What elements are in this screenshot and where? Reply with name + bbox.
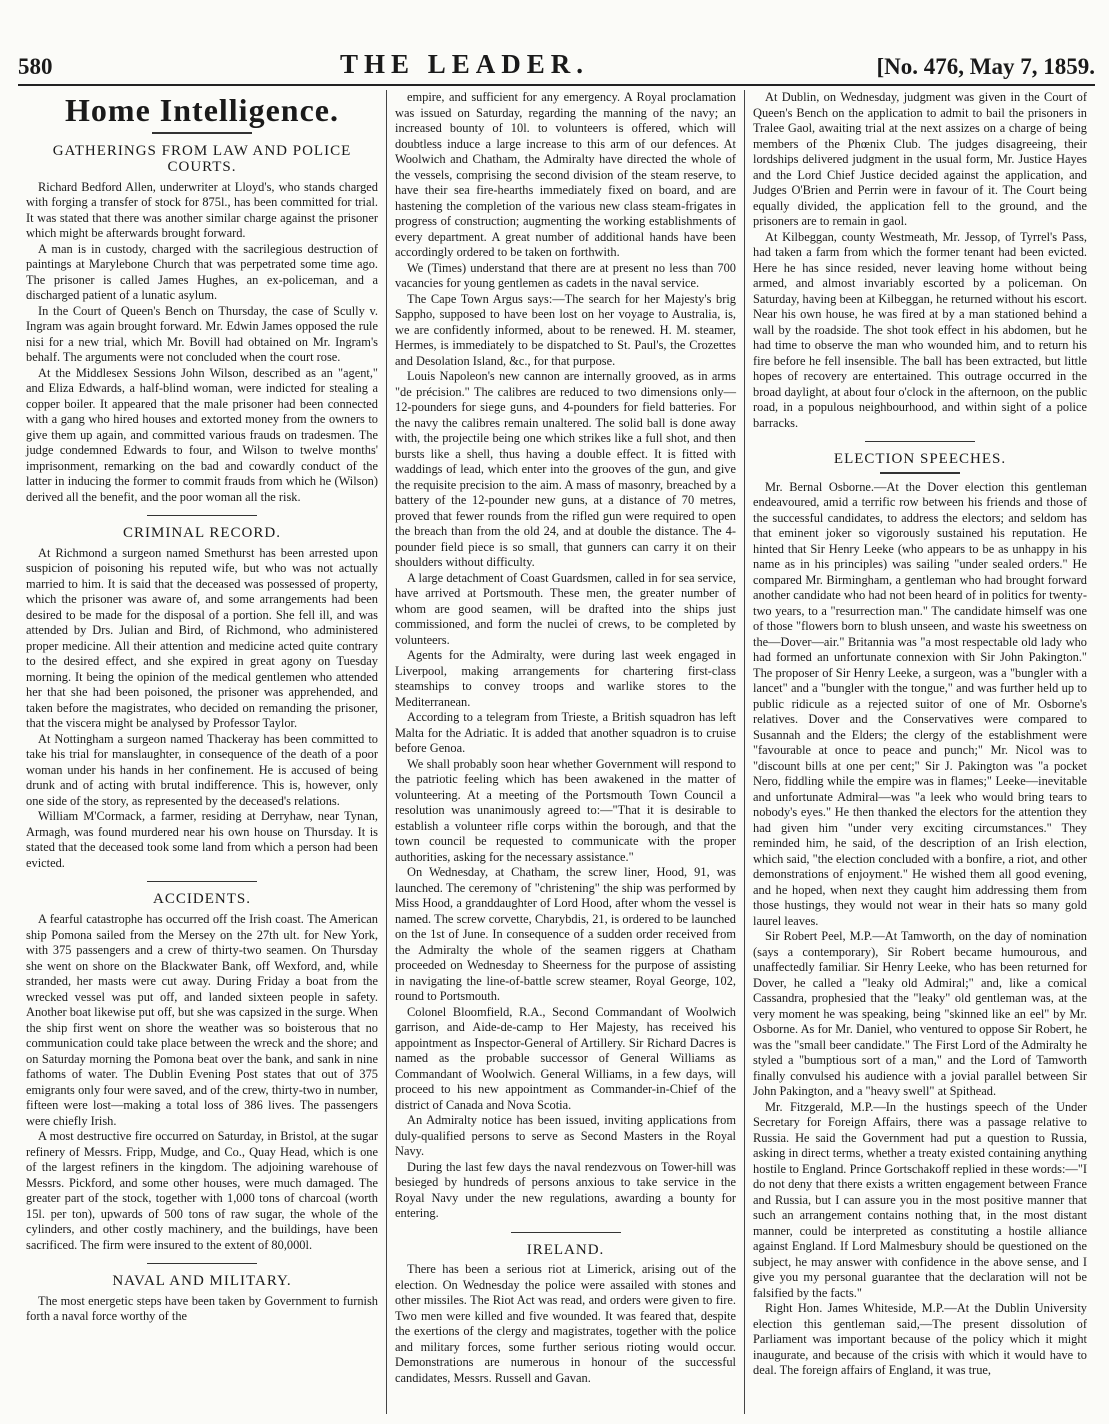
article-paragraph: Mr. Fitzgerald, M.P.—In the hustings speech of the Under Secretary for Foreign Affairs, there was a passage relative to Russia. He said the Government had put a question to Russia, asking in direct terms, whether a treaty existed containing anything hostile to England. Prince Gortschakoff replied in these words:—"I do not deny that there exists a written engagement between France and Russia, but I can assure you in the most positive manner that such an arrangement contains nothing that, in the most distant manner, could be interpreted as constituting a hostile alliance against England. If Lord Malmesbury should be questioned on the subject, he may answer with confidence in the above sense, and I give you my personal guarantee that the declaration will not be falsified by the facts." [753, 1099, 1087, 1300]
article-paragraph: The most energetic steps have been taken by Government to furnish forth a naval force worthy of the [26, 1293, 378, 1324]
heading-law-courts: GATHERINGS FROM LAW AND POLICE COURTS. [52, 143, 352, 175]
page-header [18, 50, 1095, 80]
article-paragraph: Agents for the Admiralty, were during last week engaged in Liverpool, making arrangements for chartering first-class steamships to convey troops and warlike stores to the Mediterranean. [395, 648, 736, 709]
header-rule [18, 84, 1095, 86]
article-paragraph: Mr. Bernal Osborne.—At the Dover election this gentleman endeavoured, amid a terrific row between his friends and those of the successful candidates, to address the electors; and seldom has that eminent joker so vigorously sustained his reputation. He hinted that Sir Henry Leeke (who appears to be as unhappy in his name as in his principles) was sailing "under sealed orders." He compared Mr. Birmingham, a gentleman who had brought forward another candidate who had not been heard of in politics for twenty-two years, to a "resurrection man." The candidate himself was one of those "flowers born to blush unseen, and waste his sweetness on the—Dover—air." Britannia was "a most respectable old lady who had formed an unfortunate connexion with Sir John Pakington." The proposer of Sir Henry Leeke, a surgeon, was a "bungler with a lancet" and a "bungler with the tongue," and was further held up to public ridicule as a rejected suitor of one of Mr. Osborne's relatives. Dover and the Conservatives were compared to Susannah and the Elders; the clergy of the establishment were "favourable at once to peace and punch;" Mr. Nicol was to "discount bills at one per cent;" Sir J. Pakington was "a pocket Nero, fiddling while the empire was in flames;" Leeke—inevitable and unfortunate Admiral—was "a leek who would bring tears to nobody's eyes." He then thanked the electors for the attention they had given him "under very exciting circumstances." They reminded him, he said, of the description of an Irish election, which said, "the election concluded with a bonfire, a riot, and other demonstrations of enjoyment." He wished them all good evening, and he hoped, when next they caught him addressing them from those hustings, they would not wear in their hats so many gold laurel leaves. [753, 479, 1087, 928]
heading-naval-military: NAVAL AND MILITARY. [112, 1273, 292, 1289]
column-2 [386, 90, 744, 1414]
article-paragraph: A man is in custody, charged with the sacrilegious destruction of paintings at Marylebone Church that was perpetrated some time ago. The prisoner is called James Hughes, an ex-policeman, and a discharged patient of a lunatic asylum. [26, 241, 378, 302]
divider [511, 1232, 621, 1233]
article-paragraph: Richard Bedford Allen, underwriter at Lloyd's, who stands charged with forging a transfer of stock for 875l., has been committed for trial. It was stated that there was another similar charge against the prisoner which might be afterwards brought forward. [26, 179, 378, 240]
naval-articles [26, 1294, 378, 1325]
section-title: Home Intelligence. [65, 92, 339, 128]
ornament-rule [880, 472, 960, 474]
page-number: 580 [18, 54, 53, 79]
column-1 [18, 90, 386, 1414]
article-paragraph: We shall probably soon hear whether Government will respond to the patriotic feeling which has been awakened in the matter of volunteering. At a meeting of the Portsmouth Town Council a resolution was unanimously agreed to:—"That it is desirable to establish a volunteer rifle corps within the borough, and that the town council be requested to communicate with the proper authorities, asking for the necessary assistance." [395, 756, 736, 864]
article-paragraph: Right Hon. James Whiteside, M.P.—At the Dublin University election this gentleman said,—The present dissolution of Parliament was important because of the policy which it might inaugurate, and because of the crisis with which it would have to deal. The foreign affairs of England, it was true, [753, 1301, 1087, 1378]
election-articles [753, 480, 1087, 1379]
article-paragraph: An Admiralty notice has been issued, inviting applications from duly-qualified persons to serve as Second Masters in the Royal Navy. [395, 1113, 736, 1158]
ireland-articles [395, 1262, 736, 1386]
law-articles [26, 180, 378, 506]
article-paragraph: The Cape Town Argus says:—The search for her Majesty's brig Sappho, supposed to have been lost on her voyage to Australia, is, we are confidently informed, about to be renewed. H. M. steamer, Hermes, is immediately to be dispatched to St. Paul's, the Crozettes and Desolation Island, &c., for that purpose. [395, 291, 736, 368]
accidents-articles [26, 912, 378, 1253]
criminal-articles [26, 546, 378, 872]
divider [147, 881, 257, 882]
article-paragraph: A fearful catastrophe has occurred off the Irish coast. The American ship Pomona sailed from the Mersey on the 27th ult. for New York, with 375 passengers and a crew of thirty-two seamen. On Thursday she went on shore on the Blackwater Bank, off Wexford, and, while stranded, her masts were cut away. During Friday a boat from the wrecked vessel was put off, and landed sixteen people in safety. Another boat likewise put off, but she was capsized in the surge. When the ship first went on shore the weather was so boisterous that no communication could take place between the wreck and the shore; and on Saturday morning the Pomona beat over the bank, and sank in nine fathoms of water. The Dublin Evening Post states that out of 375 emigrants only four were saved, and of the crew, thirty-two in number, fifteen were lost—making a total loss of 386 lives. The passengers were chiefly Irish. [26, 912, 378, 1128]
article-paragraph: A most destructive fire occurred on Saturday, in Bristol, at the sugar refinery of Messrs. Fripp, Mudge, and Co., Quay Head, which is one of the largest refiners in the kingdom. The adjoining warehouse of Messrs. Pickford, and some other houses, were much damaged. The greater part of the stock, together with 1,000 tons of charcoal (worth 15l. per ton), upwards of 500 tons of raw sugar, the whole of the cylinders, and other costly machinery, and the buildings, have been sacrificed. The firm were insured to the extent of 80,000l. [26, 1129, 378, 1252]
columns [18, 90, 1095, 1414]
article-paragraph: During the last few days the naval rendezvous on Tower-hill was besieged by hundreds of persons anxious to take service in the Royal Navy under the new regulations, awarding a bounty for entering. [395, 1159, 736, 1220]
article-paragraph: On Wednesday, at Chatham, the screw liner, Hood, 91, was launched. The ceremony of "christening" the ship was performed by Miss Hood, a granddaughter of Lord Hood, after whom the vessel is named. The screw corvette, Charybdis, 21, is ordered to be launched on the 1st of June. In consequence of a sudden order received from the Admiralty the whole of the seamen riggers at Chatham proceeded on Wednesday to Sheerness for the purpose of assisting in navigating the line-of-battle screw steamer, Royal George, 102, round to Portsmouth. [395, 865, 736, 1003]
article-paragraph: At Dublin, on Wednesday, judgment was given in the Court of Queen's Bench on the application to admit to bail the prisoners in Tralee Gaol, awaiting trial at the next assizes on a charge of being members of the Phœnix Club. The judges disagreeing, their lordships delivered judgment in the usual form, Mr. Justice Hayes and the Lord Chief Justice decided against the application, and Judges O'Brien and Perrin were in favour of it. The Court being equally divided, the application fell to the ground, and the prisoners are to remain in gaol. [753, 90, 1087, 228]
article-paragraph: At Kilbeggan, county Westmeath, Mr. Jessop, of Tyrrel's Pass, had taken a farm from which the former tenant had been evicted. Here he has since resided, never leaving home without being armed, and almost invariably escorted by a policeman. On Saturday, having been at Kilbeggan, he returned without his escort. Near his own house, he was fired at by a man stationed behind a wall by the roadside. The shot took effect in his abdomen, but he had time to observe the man who wounded him, and to return his fire before he fell insensible. The ball has been extracted, but little hopes of recovery are entertained. This outrage occurred in the broad daylight, at about four o'clock in the afternoon, on the public road, in a populous neighbourhood, and within sight of a police barracks. [753, 229, 1087, 430]
ornament-rule [152, 132, 252, 134]
heading-election-speeches: ELECTION SPEECHES. [833, 451, 1007, 467]
divider [865, 441, 975, 442]
heading-ireland: IRELAND. [526, 1241, 605, 1258]
article-paragraph: At the Middlesex Sessions John Wilson, described as an "agent," and Eliza Edwards, a half-blind woman, were indicted for stealing a copper boiler. It appeared that the male prisoner had been connected with a gang who hired houses and extorted money from the owners to give them up again, and committed various frauds on tradesmen. The judge condemned Edwards to four, and Wilson to twelve months' imprisonment, remarking on the bad and cowardly conduct of the latter in inducing the former to commit frauds from which he (Wilson) derived all the benefit, and the poor woman all the risk. [26, 365, 378, 504]
article-paragraph: There has been a serious riot at Limerick, arising out of the election. On Wednesday the police were assailed with stones and other missiles. The Riot Act was read, and orders were given to fire. Two men were killed and five wounded. It was feared that, despite the exertions of the clergy and magistrates, together with the police and military forces, some further serious rioting would occur. Demonstrations are numerous in honour of the successful candidates, Messrs. Russell and Gavan. [395, 1262, 736, 1385]
article-paragraph: empire, and sufficient for any emergency. A Royal proclamation was issued on Saturday, regarding the manning of the navy; an increased bounty of 10l. to volunteers is offered, which will doubtless induce a large increase to this arm of our defences. At Woolwich and Chatham, the Admiralty have directed the whole of the vessels, comprising the second division of the steam reserve, to have their sea fire-hearths immediately fixed on board, and are hastening the completion of the various new class steam-frigates in progress of construction; augmenting the working establishments of every department. A great number of additional hands have been accordingly ordered to be taken on forthwith. [395, 90, 736, 259]
article-paragraph: William M'Cormack, a farmer, residing at Derryhaw, near Tynan, Armagh, was found murdered near his own house on Thursday. It is stated that the deceased took some land from which a person had been evicted. [26, 809, 378, 870]
naval-continued-articles [395, 90, 736, 1222]
article-paragraph: We (Times) understand that there are at present no less than 700 vacancies for young gentlemen as cadets in the naval service. [395, 260, 736, 290]
masthead: THE LEADER. [339, 49, 590, 79]
article-paragraph: In the Court of Queen's Bench on Thursday, the case of Scully v. Ingram was again brought forward. Mr. Edwin James opposed the rule nisi for a new trial, which Mr. Bovill had obtained on Mr. Ingram's behalf. The arguments were not concluded when the court rose. [26, 303, 378, 364]
divider [147, 1263, 257, 1264]
article-paragraph: Sir Robert Peel, M.P.—At Tamworth, on the day of nomination (says a contemporary), Sir Robert became humourous, and unaffectedly familiar. Sir Henry Leeke, who has been returned for Dover, he called a "leaky old Admiral;" and, like a comical Cassandra, prophesied that the "leaky" old gentleman was, at the very moment he was speaking, being "skinned like an eel" by Mr. Osborne. As for Mr. Daniel, who ventured to oppose Sir Robert, he was the "small beer candidate." The First Lord of the Admiralty he styled a "bumptious sort of a man," and the Lord of Tamworth finally convulsed his audience with a jovial parallel between Sir John Pakington, and a "heavy swell" at Spithead. [753, 929, 1087, 1099]
article-paragraph: At Nottingham a surgeon named Thackeray has been committed to take his trial for manslaughter, in consequence of the death of a poor woman under his hands in her confinement. He is accused of being drunk and of acting with brutal indifference. This is, however, only one side of the story, as represented by the deceased's relations. [26, 731, 378, 808]
article-paragraph: Louis Napoleon's new cannon are internally grooved, as in arms "de précision." The calibres are reduced to two dimensions only—12-pounders for siege guns, and 4-pounders for field batteries. For the navy the calibres remain unaltered. The solid ball is done away with, the projectile being one which strikes like a full shot, and then bursts like a shell, thus having a double effect. It is fitted with waddings of lead, which enter into the grooves of the gun, and give the requisite precision to the aim. A mass of masonry, breached by a battery of the 12-pounder new guns, at a distance of 70 metres, proved that fewer rounds from the rifled gun were required to open the breach than from the old 24, and at double the distance. The 4-pounder field piece is so small, that gunners can carry it on their shoulders without difficulty. [395, 369, 736, 569]
article-paragraph: At Richmond a surgeon named Smethurst has been arrested upon suspicion of poisoning his reputed wife, but who was not actually married to him. It is said that the deceased was possessed of property, which the prisoner was aware of, and some arrangements had been desired to be made for the disposal of a portion. She fell ill, and was attended by Drs. Julian and Bird, of Richmond, who administered proper medicine. All their attention and medicine acted quite contrary to the desired effect, and she expired in great agony on Tuesday morning. It being the opinion of the medical gentlemen who attended her that she had been poisoned, the prisoner was apprehended, and taken before the magistrates, who decided on remanding the prisoner, that the viscera might be analysed by Professor Taylor. [26, 545, 378, 731]
heading-accidents: ACCIDENTS. [153, 891, 251, 908]
heading-criminal-record: CRIMINAL RECORD. [123, 525, 281, 541]
ireland-continued-articles [753, 90, 1087, 431]
divider [147, 515, 257, 516]
article-paragraph: A large detachment of Coast Guardsmen, called in for sea service, have arrived at Portsmouth. These men, the greater number of whom are good seamen, will be drafted into the ships just commissioned, and form the nuclei of crews, to be completed by volunteers. [395, 570, 736, 647]
article-paragraph: Colonel Bloomfield, R.A., Second Commandant of Woolwich garrison, and Aide-de-camp to Her Majesty, has received his appointment as Inspector-General of Artillery. Sir Richard Dacres is named as the probable successor of General Williams as Commandant of Woolwich. General Williams, in a few days, will proceed to his new appointment as Commander-in-Chief of the district of Canada and Nova Scotia. [395, 1004, 736, 1112]
issue-info: [No. 476, May 7, 1859. [876, 54, 1095, 79]
article-paragraph: According to a telegram from Trieste, a British squadron has left Malta for the Adriatic. It is added that another squadron is to cruise before Genoa. [395, 710, 736, 755]
column-3 [744, 90, 1095, 1414]
